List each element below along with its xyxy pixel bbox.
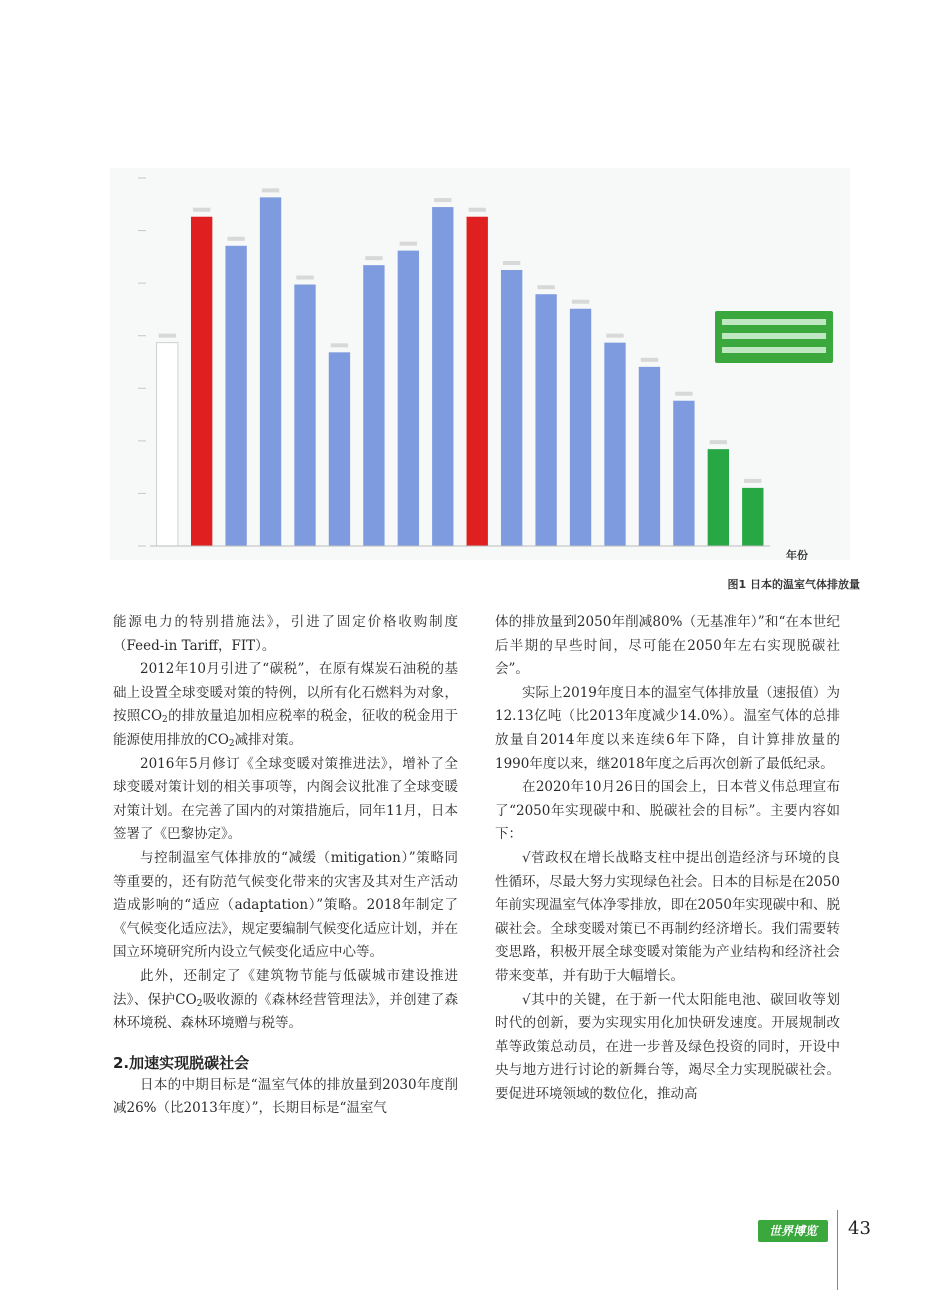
- legend-line-0: [722, 319, 826, 325]
- bar-label-3: [262, 188, 279, 192]
- bar-12: [570, 309, 591, 546]
- bar-label-13: [606, 334, 623, 338]
- left-paragraph-2: 2012年10月引进了“碳税”，在原有煤炭石油税的基础上设置全球变暖对策的特例，以所有化石燃料为对象，按照$CO_2$的排放量追加相应税率的税金，征收的税金用于能源使用排放的$CO_2$减排对策。: [113, 661, 459, 749]
- bar-label-6: [365, 256, 382, 260]
- right-column: [495, 611, 840, 1106]
- right-paragraph-1: 体的排放量到2050年削减80%（无基准年）”和“在本世纪后半期的早些时间，尽可能在2050年左右实现脱碳社会”。: [495, 614, 840, 678]
- bar-13: [604, 343, 625, 546]
- bar-14: [639, 367, 660, 546]
- bar-4: [294, 285, 315, 546]
- footer-divider: [837, 1210, 838, 1290]
- bar-label-8: [434, 198, 451, 202]
- bar-9: [467, 217, 488, 546]
- bar-label-4: [296, 276, 313, 280]
- section-heading: 2.加速实现脱碳社会: [113, 1053, 250, 1072]
- bar-label-17: [744, 479, 761, 483]
- x-axis-label: 年份: [786, 549, 808, 560]
- bar-label-9: [469, 208, 486, 212]
- right-paragraph-2: 实际上2019年度日本的温室气体排放量（速报值）为12.13亿吨（比2013年度减少14.0%）。温室气体的总排放量自2014年度以来连续6年下降，自计算排放量的1990年度以来，继2018年度之后再次创新了最低纪录。: [495, 684, 840, 772]
- right-paragraph-5: √其中的关键，在于新一代太阳能电池、碳回收等划时代的创新，要为实现实用化加快研发速度。开展规制改革等政策总动员，在进一步普及绿色投资的同时，开设中央与地方进行讨论的新舞台等，竭尽全力实现脱碳社会。要促进环境领域的数位化，推动高: [495, 991, 840, 1102]
- bar-11: [535, 294, 556, 546]
- left-paragraph-4: 与控制温室气体排放的“减缓（mitigation）”策略同等重要的，还有防范气候变化带来的灾害及其对生产活动造成影响的“适应（adaptation）”策略。2018年制定了《气候变化适应法》，规定要编制气候变化适应计划，并在国立环境研究所内设立气候变化适应中心等。: [113, 849, 458, 961]
- bar-label-10: [503, 261, 520, 265]
- left-paragraph-5: 此外，还制定了《建筑物节能与低碳城市建设推进法》、保护$CO_2$吸收源的《森林经营管理法》，并创建了森林环境税、森林环境赠与税等。: [113, 967, 458, 1032]
- emissions-chart: [110, 168, 850, 560]
- bar-label-16: [710, 440, 727, 444]
- left-paragraph-6: 日本的中期目标是“温室气体的排放量到2030年度削减26%（比2013年度）”，长期目标是“温室气: [113, 1076, 458, 1117]
- left-column: [113, 611, 458, 1121]
- left-paragraph-1: 能源电力的特别措施法》，引进了固定价格收购制度（Feed-in Tariff，FIT）。: [113, 614, 458, 654]
- bar-17: [742, 488, 763, 546]
- magazine-logo: 世界博览: [758, 1220, 828, 1242]
- page-number: 43: [848, 1218, 871, 1239]
- emissions-chart-svg: [110, 168, 850, 560]
- figure-caption: 图1 日本的温室气体排放量: [727, 578, 860, 591]
- bar-5: [329, 352, 350, 546]
- bar-label-2: [227, 237, 244, 241]
- bar-8: [432, 207, 453, 546]
- bar-label-11: [537, 285, 554, 289]
- bar-1: [191, 217, 212, 546]
- bar-label-7: [400, 242, 417, 246]
- bar-16: [708, 449, 729, 546]
- bar-7: [398, 251, 419, 546]
- legend-line-1: [722, 333, 826, 339]
- bar-label-5: [331, 343, 348, 347]
- bar-10: [501, 270, 522, 546]
- legend-line-2: [722, 347, 826, 353]
- bar-2: [225, 246, 246, 546]
- bar-6: [363, 265, 384, 546]
- bar-label-12: [572, 300, 589, 304]
- bar-label-14: [641, 358, 658, 362]
- right-paragraph-3: 在2020年10月26日的国会上，日本菅义伟总理宣布了“2050年实现碳中和、脱碳社会的目标”。主要内容如下：: [495, 779, 840, 843]
- bar-0: [157, 343, 178, 546]
- bar-label-15: [675, 392, 692, 396]
- bar-3: [260, 197, 281, 546]
- right-paragraph-4: √菅政权在增长战略支柱中提出创造经济与环境的良性循环，尽最大努力实现绿色社会。日本的目标是在2050年前实现温室气体净零排放，即在2050年实现碳中和、脱碳社会。全球变暖对策已不再制约经济增长。我们需要转变思路，积极开展全球变暖对策能为产业结构和经济社会带来变革，并有助于大幅增长。: [495, 849, 840, 984]
- bar-label-0: [159, 334, 176, 338]
- bar-label-1: [193, 208, 210, 212]
- left-paragraph-3: 2016年5月修订《全球变暖对策推进法》，增补了全球变暖对策计划的相关事项等，内阁会议批准了全球变暖对策计划。在完善了国内的对策措施后，同年11月，日本签署了《巴黎协定》。: [113, 755, 458, 843]
- bar-15: [673, 401, 694, 546]
